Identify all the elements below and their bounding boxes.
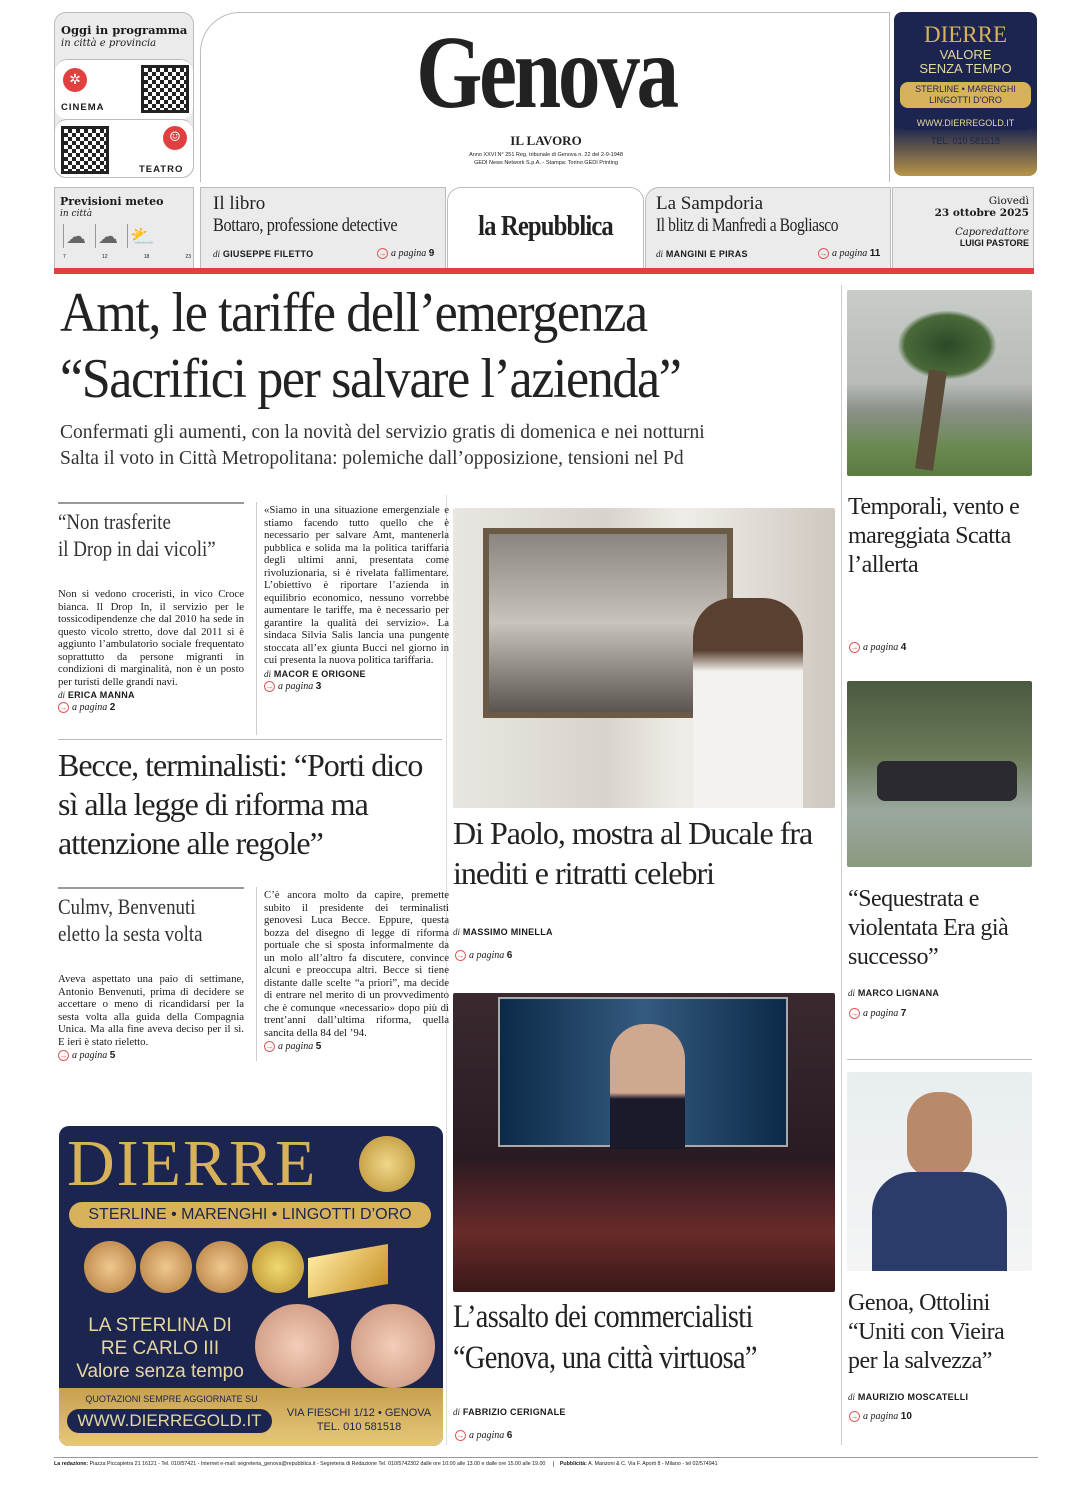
commercialisti-headline[interactable]: L’assalto dei commercialisti “Genova, una città virtuosa” [453, 1299, 757, 1376]
article-body: Aveva aspettato una paio di settimane, Antonio Benvenuti, prima di decidere se accettare o meno di ricandidarsi per la sesta volta alla guida della Compagnia Unica. Ma alla fine aveva deciso per il sì. E ieri è stato rieletto. [58, 973, 244, 1048]
ad-text: STERLINE • MARENGHI [915, 84, 1016, 94]
drop-article[interactable]: “Non trasferite il Drop in dai vicoli” Non si vedono croceristi, in vico Croce bianca. Il Drop In, il servizio per le tossicodipendenze che dal 2010 ha sede in questo vicolo stretto, dove dal 2011 si è aggiunto l’ambulatorio sociale frequentato soprattutto da persone migranti in condizioni di marginalità, non è un posto per turisti delle grandi navi. di ERICA MANNA → a pagina 2 [58, 502, 244, 735]
author: ERICA MANNA [67, 690, 135, 700]
teaser-kicker: Il libro [213, 193, 266, 214]
date-day: Giovedì [988, 195, 1029, 207]
teaser-title: Bottaro, professione detective [213, 216, 398, 236]
article-body: «Siamo in una situazione emergenziale e stiamo facendo tutto quello che è necessario per salvare Amt, mantenerla pubblica e solida ma la politica tariffaria degli ultimi anni, presentata come rivoluzionaria, si è rivelata fallimentare. L’obiettivo è riportare l’azienda in equilibrio economico, nessuno vorrebbe aumentare le tariffe, ma è necessario per garantire la qualità dei servizio». La sindaca Silvia Salis lancia una pungente stoccata all’ex giunta Bucci nel giorno in cui presenta la nuova politica tariffaria. [264, 504, 449, 666]
commercialisti-article[interactable]: L’assalto dei commercialisti “Genova, una città virtuosa” di FABRIZIO CERIGNALE → a pagina 6 [453, 1297, 837, 1441]
teaser-kicker: La Sampdoria [656, 193, 764, 214]
repubblica-brand [447, 187, 644, 269]
amt-article[interactable]: «Siamo in una situazione emergenziale e stiamo facendo tutto quello che è necessario per salvare Amt, mantenerla pubblica e solida ma la politica tariffaria degli ultimi anni, presentata come rivoluzionaria, si è rivelata fallimentare. L’obiettivo è riportare l’azienda in equilibrio economico, nessuno vorrebbe aumentare le tariffe, ma è necessario per garantire la qualità dei servizio». La sindaca Silvia Salis lancia una pungente stoccata all’ex giunta Bucci nel giorno in cui presenta la nuova politica tariffaria. di MACOR E ORIGONE → a pagina 3 [256, 502, 449, 735]
libro-teaser[interactable]: Il libro Bottaro, professione detective di GIUSEPPE FILETTO → a pagina 9 [200, 187, 446, 269]
ad-address: VIA FIESCHI 1/12 • GENOVA [286, 1407, 432, 1419]
meteo-hour: 7 [63, 254, 66, 260]
ad-text: LA STERLINA DI RE CARLO III Valore senza tempo [76, 1315, 244, 1382]
teaser-title: Il blitz di Manfredi a Bogliasco [656, 216, 839, 236]
meteo-box [54, 187, 194, 269]
arrow-right-icon: → [59, 1051, 68, 1060]
programma-box [54, 12, 194, 178]
page-link[interactable]: → a pagina 5 [59, 1050, 116, 1061]
editor-role: Caporedattore [955, 227, 1029, 238]
arrow-right-icon: → [265, 681, 274, 691]
arrow-right-icon: → [850, 1412, 859, 1421]
coin-icon [252, 1241, 304, 1293]
article-body: C’è ancora molto da capire, premette subito il presidente dei terminalisti genovesi Luca Becce. Eppure, questa bozza del disegno di legge di riforma portuale che si sposta informalmente da un molo all’altro fa discutere, convince alcuni e preoccupa altri. Becce si tiene distante dalle scelte “a priori”, ma decide di entrare nel merito di un provvedimento che è comunque «necessario» dopo più di trent’anni dall’ultima riforma, quella sancita della 84 del ’94. [264, 889, 449, 1039]
author: FABRIZIO CERIGNALE [462, 1407, 566, 1417]
ad-url[interactable]: WWW.DIERREGOLD.IT [67, 1409, 272, 1433]
person [693, 598, 803, 808]
dipaolo-headline[interactable]: Di Paolo, mostra al Ducale fra inediti e ritratti celebri [453, 815, 813, 891]
arrow-right-icon: → [819, 249, 828, 258]
sampdoria-teaser[interactable]: La Sampdoria Il blitz di Manfredi a Bogliasco di MANGINI E PIRAS → a pagina 11 [645, 187, 891, 269]
masthead-info: Anno XXVI N° 251 Reg. tribunale di Genova n. 22 del 2-9-1948 [469, 152, 623, 158]
cinema-label: CINEMA [61, 102, 105, 113]
coin-icon [140, 1241, 192, 1293]
arrow-right-icon: → [850, 643, 859, 652]
sun-cloud-icon: ⛅ [127, 224, 155, 248]
genoa-headline[interactable]: Genoa, Ottolini “Uniti con Vieira per la salvezza” [848, 1290, 1005, 1374]
cinema-link[interactable] [55, 59, 193, 119]
article-body: Non si vedono croceristi, in vico Croce bianca. Il Drop In, il servizio per le tossicodipendenze che dal 2010 ha sede in questo vicolo stretto, dove dal 2011 si è aggiunto l’ambulatorio sociale frequentato soprattutto da persone migranti in condizioni di marginalità, non è un posto per turisti delle grandi navi. [58, 588, 244, 688]
ad-text: QUOTAZIONI SEMPRE AGGIORNATE SU [85, 1394, 258, 1404]
divider [58, 739, 442, 740]
repubblica-logo: la Repubblica [478, 210, 613, 242]
arrow-right-icon: → [456, 951, 465, 960]
column-divider [841, 285, 842, 1445]
ad-tel: TEL. 010 581518 [930, 136, 1001, 146]
meteo-hour: 18 [143, 254, 150, 260]
page-link[interactable]: → a pagina 3 [265, 680, 322, 692]
coin-icon [196, 1241, 248, 1293]
qr-code-icon[interactable] [141, 65, 189, 113]
masthead-info: GEDI News Network S.p.A. - Stampa: Torino GEDI Printing [474, 160, 618, 166]
ottolini-photo [847, 1072, 1032, 1271]
red-divider [54, 268, 1034, 274]
author: MARCO LIGNANA [857, 988, 940, 998]
page-link[interactable]: → a pagina 2 [59, 702, 116, 713]
main-subheadline: Confermati gli aumenti, con la novità del servizio gratis di domenica e nei notturni Salta il voto in Città Metropolitana: polemiche dall’opposizione, tensioni nel Pd [60, 421, 705, 469]
author: MANGINI E PIRAS [665, 249, 748, 259]
dierre-ad-bottom[interactable] [59, 1126, 443, 1446]
arrow-right-icon: → [265, 1042, 274, 1051]
culmv-article[interactable]: Culmv, Benvenuti eletto la sesta volta Aveva aspettato una paio di settimane, Antonio Benvenuti, prima di decidere se accettare o meno di ricandidarsi per la sesta volta alla guida della Compagnia Unica. Ma alla fine aveva deciso per il sì. E ieri è stato rieletto. → a pagina 5 [58, 887, 244, 1061]
coin-icon [351, 1304, 435, 1388]
arrow-right-icon: → [59, 703, 68, 712]
teatro-link[interactable] [55, 119, 193, 177]
author: MACOR E ORIGONE [273, 668, 366, 679]
meteo-headline[interactable]: Temporali, vento e mareggiata Scatta l’allerta [848, 494, 1020, 578]
genoa-article[interactable]: Genoa, Ottolini “Uniti con Vieira per la salvezza” di MAURIZIO MOSCATELLI → a pagina 10 [848, 1289, 1038, 1422]
arrow-right-icon: → [850, 1009, 859, 1018]
dipaolo-photo [453, 508, 835, 808]
gold-coin-icon [359, 1136, 415, 1192]
programma-subtitle: in città e provincia [61, 38, 157, 49]
seq-headline[interactable]: “Sequestrata e violentata Era già successo” [848, 886, 1009, 970]
masthead-title: Genova [416, 15, 676, 130]
arrow-right-icon: → [456, 1431, 465, 1440]
left-column [58, 502, 449, 1061]
ad-brand: DIERRE [923, 22, 1008, 47]
dierre-ad-top[interactable] [894, 12, 1037, 176]
ad-brand: DIERRE [67, 1127, 318, 1200]
arrow-right-icon: → [378, 249, 387, 258]
page-link[interactable]: → a pagina 7 [850, 1008, 907, 1019]
ad-text: SENZA TEMPO [919, 61, 1012, 76]
date-box [892, 187, 1034, 269]
article-title: “Non trasferite il Drop in dai vicoli” [58, 509, 216, 561]
commercialisti-photo [453, 993, 835, 1292]
rain-cloud-icon: ☁ [95, 224, 123, 248]
storm-palm-photo [847, 290, 1032, 476]
ad-text: STERLINE • MARENGHI • LINGOTTI D’ORO [69, 1202, 431, 1228]
footer: La redazione: Piazza Piccapietra 21 16121 - Tel. 010/57421 - Internet e-mail: segreteria_genova@repubblica.it - Segreteria di Redazione Tel. 010/5742302 dalle ore 10.00 alle 13.00 e dalle ore 15.00 alle 19.00 Pubblicità: A. Manzoni & C. Via F. Aporti 8 - Milano - tel 02/574941 [54, 1457, 1038, 1467]
author: GIUSEPPE FILETTO [222, 249, 314, 259]
ad-url[interactable]: WWW.DIERREGOLD.IT [900, 116, 1031, 130]
main-headline[interactable] [60, 280, 727, 412]
page-link[interactable]: → a pagina 6 [456, 950, 513, 961]
meteo-title: Previsioni meteo [60, 195, 164, 208]
meteo-hour: 23 [185, 254, 191, 260]
programma-title: Oggi in programma [61, 23, 188, 37]
rain-cloud-icon: ☁ [63, 224, 91, 248]
page-link[interactable]: → a pagina 5 [265, 1041, 322, 1052]
seq-article[interactable]: “Sequestrata e violentata Era già successo” di MARCO LIGNANA → a pagina 7 [848, 885, 1038, 1019]
gold-bar-icon [308, 1244, 388, 1298]
footer-pubblicita: A. Manzoni & C. Via F. Aporti 8 - Milano - tel 02/574941 [588, 1461, 718, 1467]
page-link[interactable]: → a pagina 11 [819, 248, 881, 259]
ad-text: LINGOTTI D'ORO [929, 95, 1002, 105]
footer-redazione: Piazza Piccapietra 21 16121 - Tel. 010/57421 - Internet e-mail: segreteria_genova@repubblica.it - Segreteria di Redazione Tel. 010/5742302 dalle ore 10.00 alle 13.00 e dalle ore 15.00 alle 19.00 [89, 1461, 546, 1467]
ad-tel: TEL. 010 581518 [316, 1421, 402, 1433]
page-link[interactable]: → a pagina 6 [456, 1430, 513, 1441]
date: 23 ottobre 2025 [934, 207, 1029, 219]
masthead-subtitle: IL LAVORO [510, 133, 582, 148]
film-reel-icon: ✲ [63, 68, 87, 92]
headline-line: “Sacrifici per salvare l’azienda” [60, 348, 681, 410]
divider [847, 1059, 1032, 1060]
becce-headline[interactable]: Becce, terminalisti: “Porti dico sì alla legge di riforma ma attenzione alle regole” [58, 747, 423, 861]
screen [498, 997, 788, 1147]
meteo-subtitle: in città [60, 209, 93, 219]
author: MAURIZIO MOSCATELLI [857, 1392, 969, 1402]
masthead [200, 12, 890, 182]
dipaolo-article[interactable]: Di Paolo, mostra al Ducale fra inediti e ritratti celebri di MASSIMO MINELLA → a pagina 6 [453, 813, 839, 961]
qr-code-icon[interactable] [61, 126, 109, 174]
becce-article[interactable] [256, 887, 449, 1061]
teatro-label: TEATRO [139, 164, 184, 175]
page-link[interactable]: → a pagina 4 [850, 642, 907, 653]
coin-icon [84, 1241, 136, 1293]
meteo-article[interactable] [848, 493, 1038, 653]
police-scene-photo [847, 681, 1032, 867]
author: MASSIMO MINELLA [462, 927, 553, 937]
page-link[interactable]: → a pagina 9 [378, 248, 435, 259]
ad-text: VALORE [939, 47, 992, 62]
coin-icon [255, 1304, 339, 1388]
headline-line: Amt, le tariffe dell’emergenza [60, 282, 647, 344]
meteo-hour: 12 [101, 254, 108, 260]
editor-name: LUIGI PASTORE [959, 238, 1029, 248]
theater-mask-icon: ☺ [163, 126, 187, 150]
page-link[interactable]: → a pagina 10 [850, 1411, 912, 1422]
